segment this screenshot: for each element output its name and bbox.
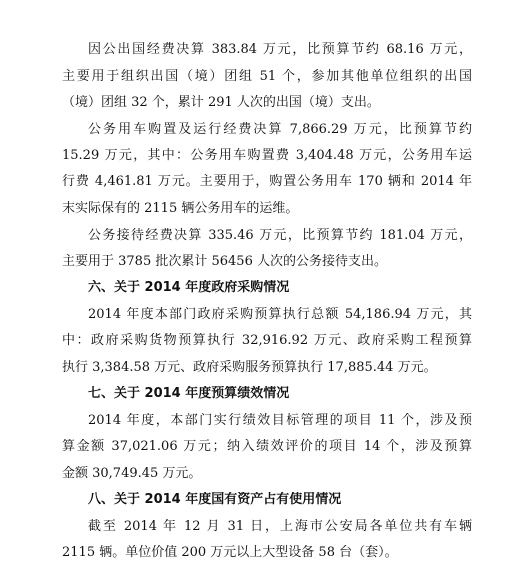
paragraph-line: 2014 年度，本部门实行绩效目标管理的项目 11 个，涉及预: [88, 413, 472, 428]
paragraph-line: 末实际保有的 2115 辆公务用车的运维。: [62, 201, 299, 216]
section-heading-assets: 八、关于 2014 年度国有资产占有使用情况: [88, 492, 342, 507]
paragraph-line: 主要用于 3785 批次累计 56456 人次的公务接待支出。: [62, 254, 387, 269]
paragraph-line: 2014 年度本部门政府采购预算执行总额 54,186.94 万元，其: [88, 307, 472, 322]
paragraph-line: 15.29 万元，其中：公务用车购置费 3,404.48 万元，公务用车运: [62, 148, 472, 163]
section-heading-performance: 七、关于 2014 年度预算绩效情况: [88, 386, 290, 401]
paragraph-line: 公务用车购置及运行经费决算 7,866.29 万元，比预算节约: [88, 122, 472, 137]
paragraph-line: 算金额 37,021.06 万元；纳入绩效评价的项目 14 个，涉及预算: [62, 439, 472, 454]
paragraph-line: 2115 辆。单位价值 200 万元以上大型设备 58 台（套）。: [62, 545, 398, 560]
paragraph-line: 截至 2014 年 12 月 31 日，上海市公安局各单位共有车辆: [88, 519, 472, 534]
paragraph-line: 公务接待经费决算 335.46 万元，比预算节约 181.04 万元，: [88, 228, 472, 243]
paragraph-line: 金额 30,749.45 万元。: [62, 466, 202, 481]
paragraph-line: 行费 4,461.81 万元。主要用于，购置公务用车 170 辆和 2014 年: [62, 174, 472, 189]
paragraph-line: 因公出国经费决算 383.84 万元，比预算节约 68.16 万元，: [88, 42, 472, 57]
paragraph-line: （境）团组 32 个，累计 291 人次的出国（境）支出。: [62, 95, 380, 110]
paragraph-line: 主要用于组织出国（境）团组 51 个，参加其他单位组织的出国: [62, 69, 472, 84]
paragraph-line: 执行 3,384.58 万元、政府采购服务预算执行 17,885.44 万元。: [62, 360, 437, 375]
paragraph-line: 中：政府采购货物预算执行 32,916.92 万元、政府采购工程预算: [62, 333, 472, 348]
section-heading-procurement: 六、关于 2014 年度政府采购情况: [88, 280, 290, 295]
